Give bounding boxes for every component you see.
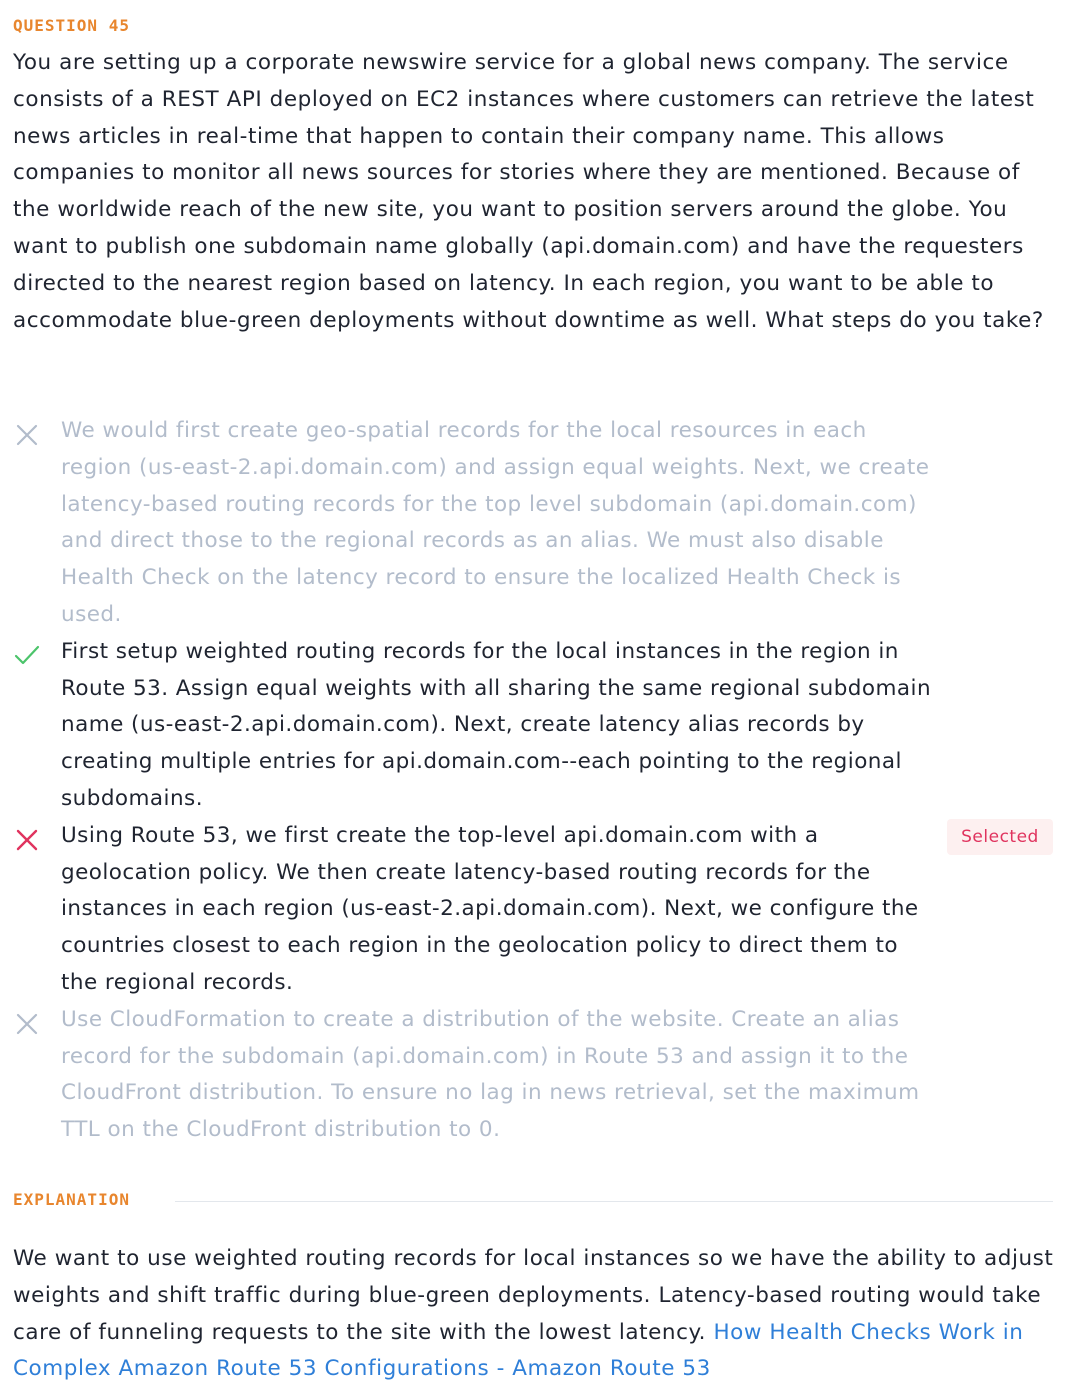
explanation-label: EXPLANATION [13,1190,130,1209]
explanation-text [13,1241,1058,1388]
answer-option-2[interactable] [13,634,941,818]
x-icon [14,422,40,448]
answer-text: Using Route 53, we first create the top-level api.domain.com with a geolocation policy. We then create latency-based routing records for the instances in each region (us-east-2.api.domain.com). Next, we configure the countries closest to each region in the geolocation policy to direct them to the regional records. [61,822,919,995]
question-text: You are setting up a corporate newswire service for a global news company. The service consists of a REST API deployed on EC2 instances where customers can retrieve the latest news articles in real-time that happen to contain their company name. This allows companies to monitor all news sources for stories where they are mentioned. Because of the worldwide reach of the new site, you want to position servers around the globe. You want to publish one subdomain name globally (api.domain.com) and have the requesters directed to the nearest region based on latency. In each region, you want to be able to accommodate blue-green deployments without downtime as well. What steps do you take? [13,50,1044,333]
selected-badge: Selected [947,819,1053,855]
documentation-link[interactable]: How Health Checks Work in Complex Amazon Route 53 Configurations - Amazon Route 53 [13,1319,1024,1382]
x-icon [14,1011,40,1037]
answer-option-4[interactable] [13,1002,941,1149]
answer-list [13,413,1058,1149]
answer-text: First setup weighted routing records for the local instances in the region in Route 53. Assign equal weights with all sharing the same regional subdomain name (us-east-2.api.domain.com). Next, create latency alias records by creating multiple entries for api.domain.com--each pointing to the regional subdomains. [61,638,932,811]
answer-text: Use CloudFormation to create a distribution of the website. Create an alias record for the subdomain (api.domain.com) in Route 53 and assign it to the CloudFront distribution. To ensure no lag in news retrieval, set the maximum TTL on the CloudFront distribution to 0. [61,1006,920,1143]
x-icon [14,827,40,853]
answer-option-3[interactable] [13,818,941,1002]
answer-option-1[interactable] [13,413,941,634]
question-label: QUESTION 45 [13,16,130,35]
explanation-body: We want to use weighted routing records for local instances so we have the ability to adjust weights and shift traffic during blue-green deployments. Latency-based routing would take care of funneling requests to the site with the lowest latency. [13,1246,1054,1345]
explanation-divider [175,1201,1053,1202]
answer-text: We would first create geo-spatial records for the local resources in each region (us-east-2.api.domain.com) and assign equal weights. Next, we create latency-based routing records for the top level subdomain (api.domain.com) and direct those to the regional records as an alias. We must also disable Health Check on the latency record to ensure the localized Health Check is used. [61,418,930,627]
check-icon [14,643,40,669]
